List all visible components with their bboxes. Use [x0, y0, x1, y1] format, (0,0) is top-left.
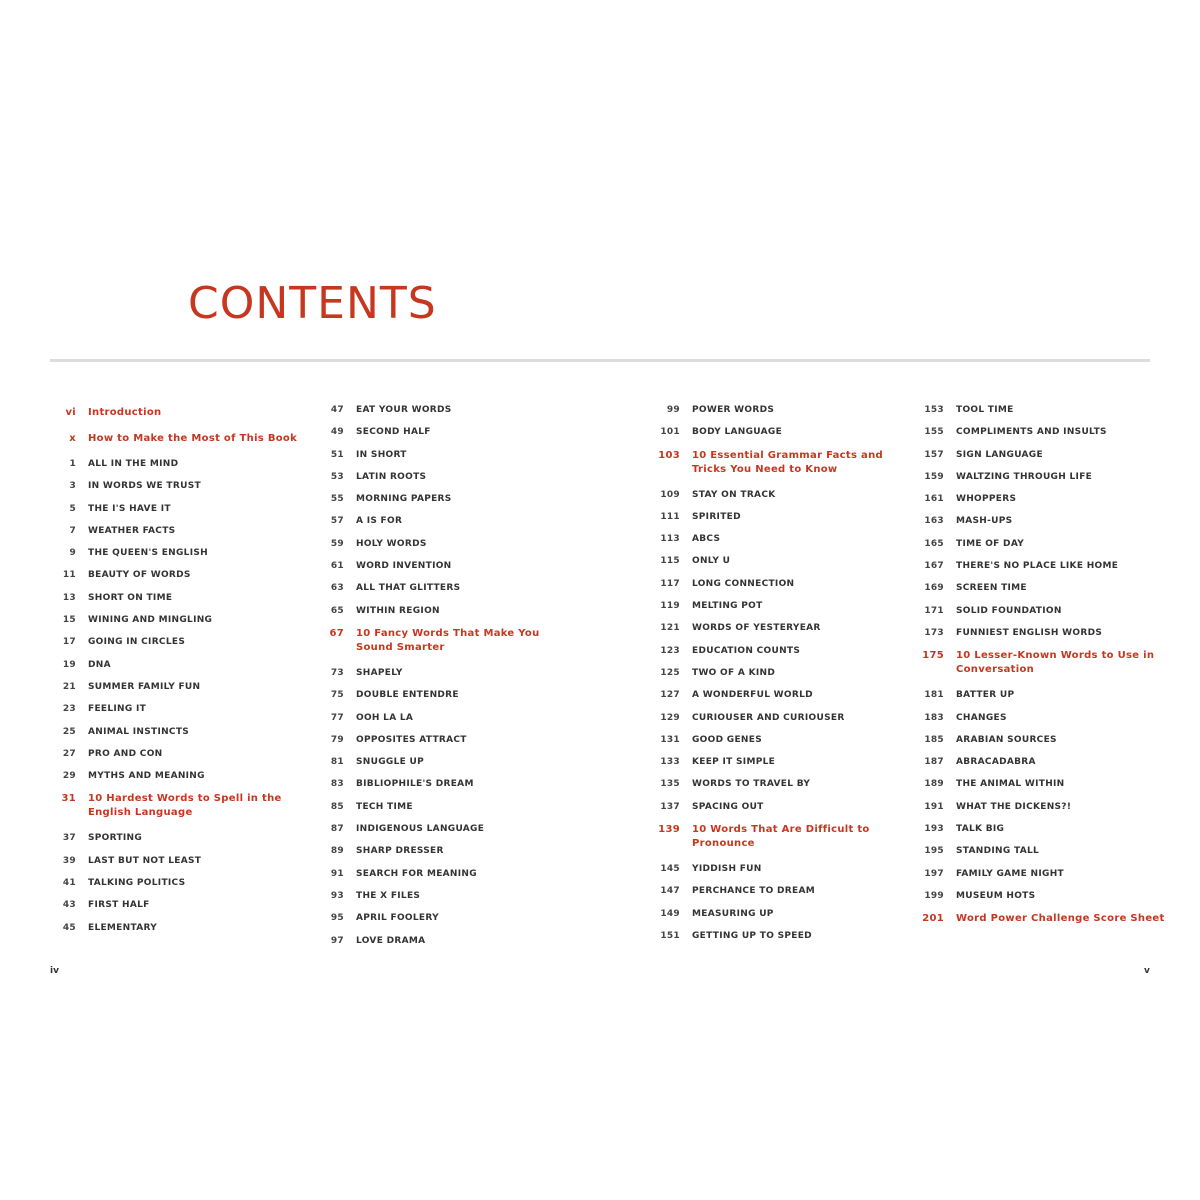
toc-page-number: 149 [660, 908, 680, 919]
toc-page-number: 37 [62, 833, 76, 844]
toc-page-number: 101 [660, 427, 680, 438]
toc-entry [918, 426, 1178, 438]
toc-title: GOING IN CIRCLES [88, 637, 186, 648]
toc-title: BATTER UP [956, 690, 1015, 701]
toc-entry [654, 404, 914, 416]
toc-page-number: 123 [660, 645, 680, 656]
toc-page-number: 27 [62, 748, 76, 759]
toc-page-number: 53 [330, 471, 344, 482]
toc-page-number: 59 [330, 538, 344, 549]
toc-entry [50, 877, 310, 889]
toc-title: TOOL TIME [956, 405, 1014, 415]
toc-entry [654, 778, 914, 790]
toc-title: A WONDERFUL WORLD [692, 690, 813, 701]
toc-title: BODY LANGUAGE [692, 427, 783, 438]
toc-page-number: 13 [62, 592, 76, 603]
toc-page-number: 137 [660, 801, 680, 812]
toc-page-number: 135 [660, 779, 680, 790]
toc-title: SHAPELY [356, 667, 403, 678]
toc-entry [50, 748, 310, 760]
toc-title: WORDS OF YESTERYEAR [692, 623, 821, 634]
toc-page-number: 165 [924, 538, 944, 549]
toc-title: SCREEN TIME [956, 583, 1027, 594]
toc-entry [318, 823, 578, 835]
toc-page-number: 125 [660, 667, 680, 678]
toc-page-number: 99 [666, 405, 680, 415]
toc-column-3 [654, 404, 914, 952]
toc-title: How to Make the Most of This Book [88, 433, 298, 444]
toc-entry [318, 868, 578, 880]
toc-entry [654, 756, 914, 768]
toc-feature-entry [654, 449, 914, 477]
toc-column-2 [318, 404, 578, 957]
toc-page-number: 163 [924, 516, 944, 527]
toc-page-number: 155 [924, 427, 944, 438]
toc-entry [918, 734, 1178, 746]
toc-title: SPIRITED [692, 511, 741, 522]
toc-page-number: 39 [62, 855, 76, 866]
toc-page-number: 139 [658, 824, 680, 836]
toc-title: WHOPPERS [956, 494, 1017, 505]
toc-page-number: 113 [660, 534, 680, 545]
toc-entry [318, 712, 578, 724]
toc-title: LONG CONNECTION [692, 578, 795, 589]
divider-rule [50, 359, 1150, 362]
toc-entry [318, 801, 578, 813]
toc-entry [318, 845, 578, 857]
toc-page-number: 57 [330, 516, 344, 527]
toc-page-number: 145 [660, 864, 680, 875]
toc-title: CHANGES [956, 712, 1007, 723]
toc-title: 10 Fancy Words That Make You Sound Smarter [356, 627, 540, 653]
toc-entry [918, 778, 1178, 790]
toc-page-number: 85 [330, 801, 344, 812]
toc-title: FEELING IT [88, 704, 147, 715]
toc-page-number: 87 [330, 824, 344, 835]
toc-page-number: 83 [330, 779, 344, 790]
toc-title: MYTHS AND MEANING [88, 771, 205, 782]
toc-page-number: 189 [924, 779, 944, 790]
toc-entry [918, 605, 1178, 617]
toc-page-number: 47 [330, 405, 344, 415]
toc-title: 10 Essential Grammar Facts and Tricks You Need to Know [692, 449, 883, 475]
toc-title: WORDS TO TRAVEL BY [692, 779, 811, 790]
toc-page-number: 129 [660, 712, 680, 723]
toc-title: THE ANIMAL WITHIN [956, 779, 1065, 790]
toc-title: SHORT ON TIME [88, 592, 173, 603]
toc-title: ABRACADABRA [956, 757, 1036, 768]
toc-title: OPPOSITES ATTRACT [356, 734, 467, 745]
toc-title: TECH TIME [356, 801, 413, 812]
toc-entry [654, 689, 914, 701]
toc-entry [918, 627, 1178, 639]
toc-page-number: 23 [62, 704, 76, 715]
toc-page-number: 41 [62, 878, 76, 889]
toc-title: ALL THAT GLITTERS [356, 583, 461, 594]
toc-page-number: 77 [330, 712, 344, 723]
toc-title: ONLY U [692, 556, 731, 567]
toc-page-number: 197 [924, 868, 944, 879]
toc-column-1 [50, 404, 310, 944]
toc-page-number: 25 [62, 726, 76, 737]
toc-page-number: 79 [330, 734, 344, 745]
toc-title: INDIGENOUS LANGUAGE [356, 824, 485, 835]
toc-column-4 [918, 404, 1178, 938]
toc-entry [654, 578, 914, 590]
toc-title: DNA [88, 659, 111, 670]
folio-left: iv [50, 966, 59, 976]
toc-entry [918, 868, 1178, 880]
toc-title: WEATHER FACTS [88, 525, 176, 536]
toc-entry [918, 756, 1178, 768]
toc-entry [318, 756, 578, 768]
toc-title: EAT YOUR WORDS [356, 405, 452, 415]
toc-entry [654, 555, 914, 567]
toc-entry [918, 515, 1178, 527]
toc-entry [654, 863, 914, 875]
toc-feature-entry [50, 792, 310, 820]
toc-page-number: 9 [69, 548, 76, 559]
toc-entry [50, 703, 310, 715]
toc-page-number: 111 [660, 511, 680, 522]
toc-title: YIDDISH FUN [692, 864, 762, 875]
toc-entry [50, 525, 310, 537]
toc-entry [50, 592, 310, 604]
toc-title: A IS FOR [356, 516, 403, 527]
toc-title: SHARP DRESSER [356, 846, 444, 857]
toc-page-number: 169 [924, 583, 944, 594]
toc-entry [318, 538, 578, 550]
toc-title: TWO OF A KIND [692, 667, 776, 678]
toc-entry [50, 855, 310, 867]
toc-page-number: 181 [924, 690, 944, 701]
toc-title: HOLY WORDS [356, 538, 427, 549]
toc-page-number: 63 [330, 583, 344, 594]
toc-title: DOUBLE ENTENDRE [356, 690, 459, 701]
toc-page-number: 183 [924, 712, 944, 723]
toc-entry [654, 930, 914, 942]
toc-page-number: 75 [330, 690, 344, 701]
toc-title: STAY ON TRACK [692, 489, 776, 500]
toc-page-number: 127 [660, 690, 680, 701]
toc-entry [318, 890, 578, 902]
toc-entry [50, 770, 310, 782]
toc-page-number: 7 [69, 525, 76, 536]
toc-entry [318, 560, 578, 572]
toc-entry [318, 515, 578, 527]
toc-title: 10 Hardest Words to Spell in the English Language [88, 793, 282, 819]
toc-entry [318, 426, 578, 438]
toc-page-number: 159 [924, 471, 944, 482]
toc-title: IN SHORT [356, 449, 407, 460]
toc-entry [654, 511, 914, 523]
toc-entry [654, 712, 914, 724]
toc-title: SEARCH FOR MEANING [356, 868, 477, 879]
toc-entry [318, 935, 578, 947]
toc-page-number: 199 [924, 890, 944, 901]
toc-title: FAMILY GAME NIGHT [956, 868, 1064, 879]
toc-page-number: 131 [660, 734, 680, 745]
toc-page-number: 201 [922, 913, 944, 925]
toc-entry [918, 449, 1178, 461]
toc-page-number: 147 [660, 886, 680, 897]
toc-title: SPORTING [88, 833, 143, 844]
toc-entry [50, 503, 310, 515]
toc-page-number: vi [65, 407, 76, 418]
toc-entry [654, 622, 914, 634]
toc-title: MELTING POT [692, 601, 763, 612]
toc-title: OOH LA LA [356, 712, 414, 723]
toc-feature-entry [50, 432, 310, 446]
toc-entry [318, 912, 578, 924]
toc-entry [654, 533, 914, 545]
toc-page-number: 89 [330, 846, 344, 857]
toc-page-number: 173 [924, 627, 944, 638]
toc-page-number: 1 [69, 459, 76, 469]
toc-title: LAST BUT NOT LEAST [88, 855, 202, 866]
toc-title: WINING AND MINGLING [88, 615, 213, 626]
toc-entry [50, 547, 310, 559]
toc-entry [50, 899, 310, 911]
toc-page-number: 11 [62, 570, 76, 581]
toc-title: WITHIN REGION [356, 605, 440, 616]
toc-feature-entry [50, 406, 310, 420]
toc-title: ELEMENTARY [88, 922, 158, 933]
toc-title: LOVE DRAMA [356, 935, 426, 946]
toc-title: PERCHANCE TO DREAM [692, 886, 815, 897]
toc-entry [318, 689, 578, 701]
toc-page-number: 5 [69, 503, 76, 514]
toc-title: BEAUTY OF WORDS [88, 570, 191, 581]
toc-page-number: 187 [924, 757, 944, 768]
toc-entry [318, 471, 578, 483]
toc-entry [918, 801, 1178, 813]
toc-entry [318, 582, 578, 594]
toc-entry [318, 734, 578, 746]
toc-title: KEEP IT SIMPLE [692, 757, 776, 768]
toc-title: SUMMER FAMILY FUN [88, 681, 201, 692]
toc-entry [50, 458, 310, 470]
toc-entry [918, 404, 1178, 416]
toc-title: SIGN LANGUAGE [956, 449, 1043, 460]
toc-page-number: 185 [924, 734, 944, 745]
toc-title: EDUCATION COUNTS [692, 645, 801, 656]
toc-title: ARABIAN SOURCES [956, 734, 1057, 745]
toc-entry [50, 636, 310, 648]
toc-entry [918, 823, 1178, 835]
toc-entry [654, 908, 914, 920]
toc-entry [50, 681, 310, 693]
toc-title: STANDING TALL [956, 846, 1040, 857]
toc-entry [50, 922, 310, 934]
toc-title: CURIOUSER AND CURIOUSER [692, 712, 845, 723]
folio-right: v [1144, 966, 1150, 976]
toc-title: GETTING UP TO SPEED [692, 930, 812, 941]
toc-title: MASH-UPS [956, 516, 1013, 527]
toc-entry [654, 801, 914, 813]
toc-page-number: 65 [330, 605, 344, 616]
toc-entry [654, 600, 914, 612]
toc-entry [918, 845, 1178, 857]
toc-title: THE X FILES [356, 890, 421, 901]
toc-title: ANIMAL INSTINCTS [88, 726, 190, 737]
toc-entry [318, 605, 578, 617]
toc-page-number: 193 [924, 824, 944, 835]
toc-title: PRO AND CON [88, 748, 163, 759]
toc-feature-entry [654, 823, 914, 851]
toc-title: 10 Words That Are Difficult to Pronounce [692, 824, 870, 850]
toc-entry [918, 560, 1178, 572]
toc-page-number: 19 [62, 659, 76, 670]
toc-title: MORNING PAPERS [356, 494, 452, 505]
toc-page-number: 17 [62, 637, 76, 648]
toc-title: ABCS [692, 534, 721, 545]
toc-page-number: 55 [330, 494, 344, 505]
toc-title: WALTZING THROUGH LIFE [956, 471, 1093, 482]
toc-title: SNUGGLE UP [356, 757, 425, 768]
toc-page-number: 151 [660, 930, 680, 941]
toc-feature-entry [918, 912, 1178, 926]
toc-page-number: 49 [330, 427, 344, 438]
toc-page-number: 21 [62, 681, 76, 692]
toc-entry [918, 689, 1178, 701]
toc-title: THERE'S NO PLACE LIKE HOME [956, 561, 1119, 572]
toc-title: SPACING OUT [692, 801, 764, 812]
toc-page-number: 93 [330, 890, 344, 901]
toc-entry [654, 734, 914, 746]
toc-entry [654, 489, 914, 501]
toc-title: Introduction [88, 407, 162, 418]
toc-entry [50, 480, 310, 492]
toc-page-number: 29 [62, 771, 76, 782]
toc-entry [318, 493, 578, 505]
toc-title: THE QUEEN'S ENGLISH [88, 548, 208, 559]
toc-entry [50, 726, 310, 738]
toc-page-number: 73 [330, 667, 344, 678]
toc-page-number: 51 [330, 449, 344, 460]
toc-page-number: 97 [330, 935, 344, 946]
toc-title: WORD INVENTION [356, 561, 452, 572]
toc-entry [654, 885, 914, 897]
toc-entry [50, 659, 310, 671]
toc-entry [918, 712, 1178, 724]
toc-entry [50, 614, 310, 626]
toc-entry [50, 569, 310, 581]
toc-title: APRIL FOOLERY [356, 913, 439, 924]
toc-entry [318, 404, 578, 416]
toc-title: ALL IN THE MIND [88, 459, 179, 469]
toc-page-number: 43 [62, 900, 76, 911]
toc-title: THE I'S HAVE IT [88, 503, 171, 514]
toc-entry [654, 645, 914, 657]
toc-page-number: 153 [924, 405, 944, 415]
toc-entry [918, 538, 1178, 550]
toc-page-number: 91 [330, 868, 344, 879]
toc-page-number: 117 [660, 578, 680, 589]
toc-title: POWER WORDS [692, 405, 775, 415]
toc-page-number: 195 [924, 846, 944, 857]
toc-entry [318, 449, 578, 461]
toc-title: FIRST HALF [88, 900, 150, 911]
toc-entry [654, 667, 914, 679]
toc-title: MUSEUM HOTS [956, 890, 1036, 901]
toc-page-number: 95 [330, 913, 344, 924]
toc-title: SOLID FOUNDATION [956, 605, 1062, 616]
toc-title: MEASURING UP [692, 908, 774, 919]
toc-feature-entry [318, 627, 578, 655]
toc-page-number: 191 [924, 801, 944, 812]
toc-page-number: 121 [660, 623, 680, 634]
toc-page-number: 115 [660, 556, 680, 567]
toc-title: 10 Lesser-Known Words to Use in Conversation [956, 650, 1155, 676]
page-title: CONTENTS [188, 278, 437, 329]
toc-page-number: 109 [660, 489, 680, 500]
toc-title: BIBLIOPHILE'S DREAM [356, 779, 474, 790]
toc-entry [654, 426, 914, 438]
toc-page-number: 81 [330, 757, 344, 768]
toc-title: TALK BIG [956, 824, 1005, 835]
toc-title: GOOD GENES [692, 734, 762, 745]
toc-entry [918, 493, 1178, 505]
toc-entry [918, 890, 1178, 902]
toc-page-number: 31 [61, 793, 76, 805]
toc-title: COMPLIMENTS AND INSULTS [956, 427, 1107, 438]
toc-entry [918, 471, 1178, 483]
toc-page-number: 45 [62, 922, 76, 933]
toc-entry [918, 582, 1178, 594]
toc-page-number: 175 [922, 650, 944, 662]
toc-page-number: 15 [62, 615, 76, 626]
toc-title: IN WORDS WE TRUST [88, 481, 201, 492]
toc-page-number: 61 [330, 561, 344, 572]
toc-page-number: x [69, 433, 76, 444]
toc-title: Word Power Challenge Score Sheet [956, 913, 1165, 925]
toc-page-number: 119 [660, 601, 680, 612]
toc-entry [318, 778, 578, 790]
toc-entry [50, 832, 310, 844]
toc-page-number: 133 [660, 757, 680, 768]
toc-title: WHAT THE DICKENS?! [956, 801, 1072, 812]
toc-title: LATIN ROOTS [356, 471, 427, 482]
toc-page-number: 157 [924, 449, 944, 460]
toc-page-number: 161 [924, 494, 944, 505]
toc-title: FUNNIEST ENGLISH WORDS [956, 627, 1103, 638]
toc-page-number: 167 [924, 561, 944, 572]
toc-page-number: 3 [69, 481, 76, 492]
toc-page-number: 103 [658, 449, 680, 461]
toc-title: TIME OF DAY [956, 538, 1025, 549]
toc-page-number: 171 [924, 605, 944, 616]
toc-page-number: 67 [329, 627, 344, 639]
toc-title: TALKING POLITICS [88, 878, 186, 889]
toc-entry [318, 667, 578, 679]
toc-title: SECOND HALF [356, 427, 431, 438]
toc-feature-entry [918, 649, 1178, 677]
